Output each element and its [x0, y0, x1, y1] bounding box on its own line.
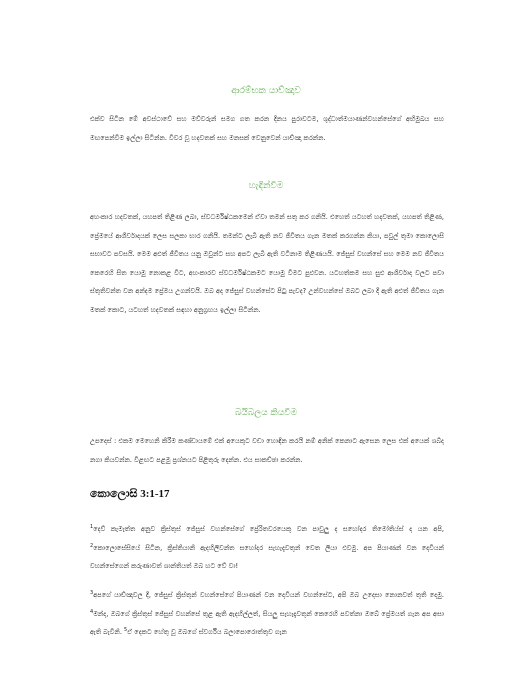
passage-paragraph-1	[90, 520, 444, 576]
verse-number: 2	[90, 542, 94, 549]
verse-text: අපගේ යාච්ඤාවල දී, ජේසුස් ක්‍රිස්තුන් වහන්සේගේ පියාණන් වන දෙවියන් වහන්සේට, අපි ඔබ උදෙසා නොනවත් තුති දෙමු.	[93, 591, 444, 599]
verse-text: දෙව් කැමැත්ත අනුව ක්‍රිස්තුස් ජේසුස් වහන්සේගේ ප්‍රේරිතවරයෙකු වන පාවුලු ද සහෝදර තිමෝතිය්ස් ද යන අපි,	[93, 525, 444, 533]
introduction-text: අහංකාර හදවතක්, යහපත් තිළිණ ලබා, ස්වධර්මිෂ්ඨකමෙන් ඒවා තමන් සතු කර ගනියි. එහෙත් යටහත් හදවතක්, යහපත් තිළිණ, ප්‍රේමයේ ආශීර්වාදයක් ලෙස සලකා භාර ගනියි. තමන්ට ලැබී ඇති නව ජීවිතය ගැන මතක් කරගන්න කියා, පවුල් තුමා කොලොසි සභාවට පවසයි. මෙම අළුත් ජීවිතය යනු ඔවුන්ට සහ අපට ලැබී ඇති වටිනාම තිළිණයයි. ජේසුස් වහන්සේ සහ මෙම නව ජීවිතය කෙරෙහි සිත යොමු නොකළ විට, අහංකාරව ස්වධර්මිෂ්ඨකමට යොමු වීමට පුළුවන. යටහත්කම සහ සුළු ආශිර්වාද වලට පවා ස්තුතිවන්ත වන අන්දම ප්‍රේමය උගන්වයි. ඔබ අද ජේසුස් වහන්සේට පිටු පැවද? උන්වහන්සේ ඔබට ලබා දී ඇති අළුත් ජීවිතය ගැන මතක් කොට, යටහත් හදවතක් සඳහා අනුග්‍රහය ඉල්ලා සිටින්න.	[90, 213, 444, 314]
verse-text: ඒ දෙකට හේතු වූ ඔබගේ ස්වර්ගීය බලාපොරොත්තුව ගැන	[127, 628, 287, 636]
verse-text: මන්ද, ඔබගේ ක්‍රිස්තුස් ජේසුස් වහන්සේ තුළ ඇති ඇදහිල්ලත්, සියලු සැහැදැවතුන් කෙරෙහි පවත්නා ඔබේ ප්‍රේමයත් ගැන අප අසා ඇති බැවිනි.	[90, 609, 444, 636]
verse-number: 3	[90, 589, 94, 596]
introduction-heading: හැඳින්වීම	[248, 181, 284, 191]
bible-reading-heading: බයිබලය කියවීම	[234, 408, 298, 418]
opening-prayer-heading: ආරම්භක යාච්ඤාව	[231, 86, 301, 96]
verse-number: 5	[124, 626, 128, 633]
passage-paragraph-2	[90, 586, 444, 642]
verse-text: කොලොසේසියේ සිටින, ක්‍රිස්තියානි ඇදහිලිවන්ත සහෝදර සැහැදැවතුන් වෙත ලියා එවමු. අප පියාණන් වන දෙවියන් වහන්සේගෙන් කරුණාවත් ශාන්තියත් ඔබ හට වේ වා!	[90, 543, 444, 570]
bible-reading-instructions: උපදෙස් : එකම මෙහෙනි කිරීම කණ්ඩායමේ එක් අයෙකුට වඩා හොඳින කරයි නම් අනික් කෙනාට ඇසෙන ලෙස එක් අයෙක් ශබ්ද නගා කියවන්න. විළඟට පළමු ප්‍රශ්නයට පිළිතුරු දෙන්න. එය සාකච්ඡා කරන්න.	[90, 437, 444, 464]
opening-prayer-text: එක්ව සිටින මේ අවස්ථාවේ සහ මව්වරුන් සමග ගත කරන දිනය පුරාවටම, ශුද්ධාත්මයාණන්වහන්සේගේ අභිමුඛය සහ මඟපෙන්වීම ඉල්ලා සිටින්න. විවර වූ හදවතක් සහ මනසක් වෙනුවෙන් යාච්ඤා කරන්න.	[90, 115, 444, 142]
verse-number: 4	[90, 608, 94, 615]
passage-reference: කොලොසි 3:1-17	[90, 488, 170, 500]
verse-number: 1	[90, 523, 94, 530]
